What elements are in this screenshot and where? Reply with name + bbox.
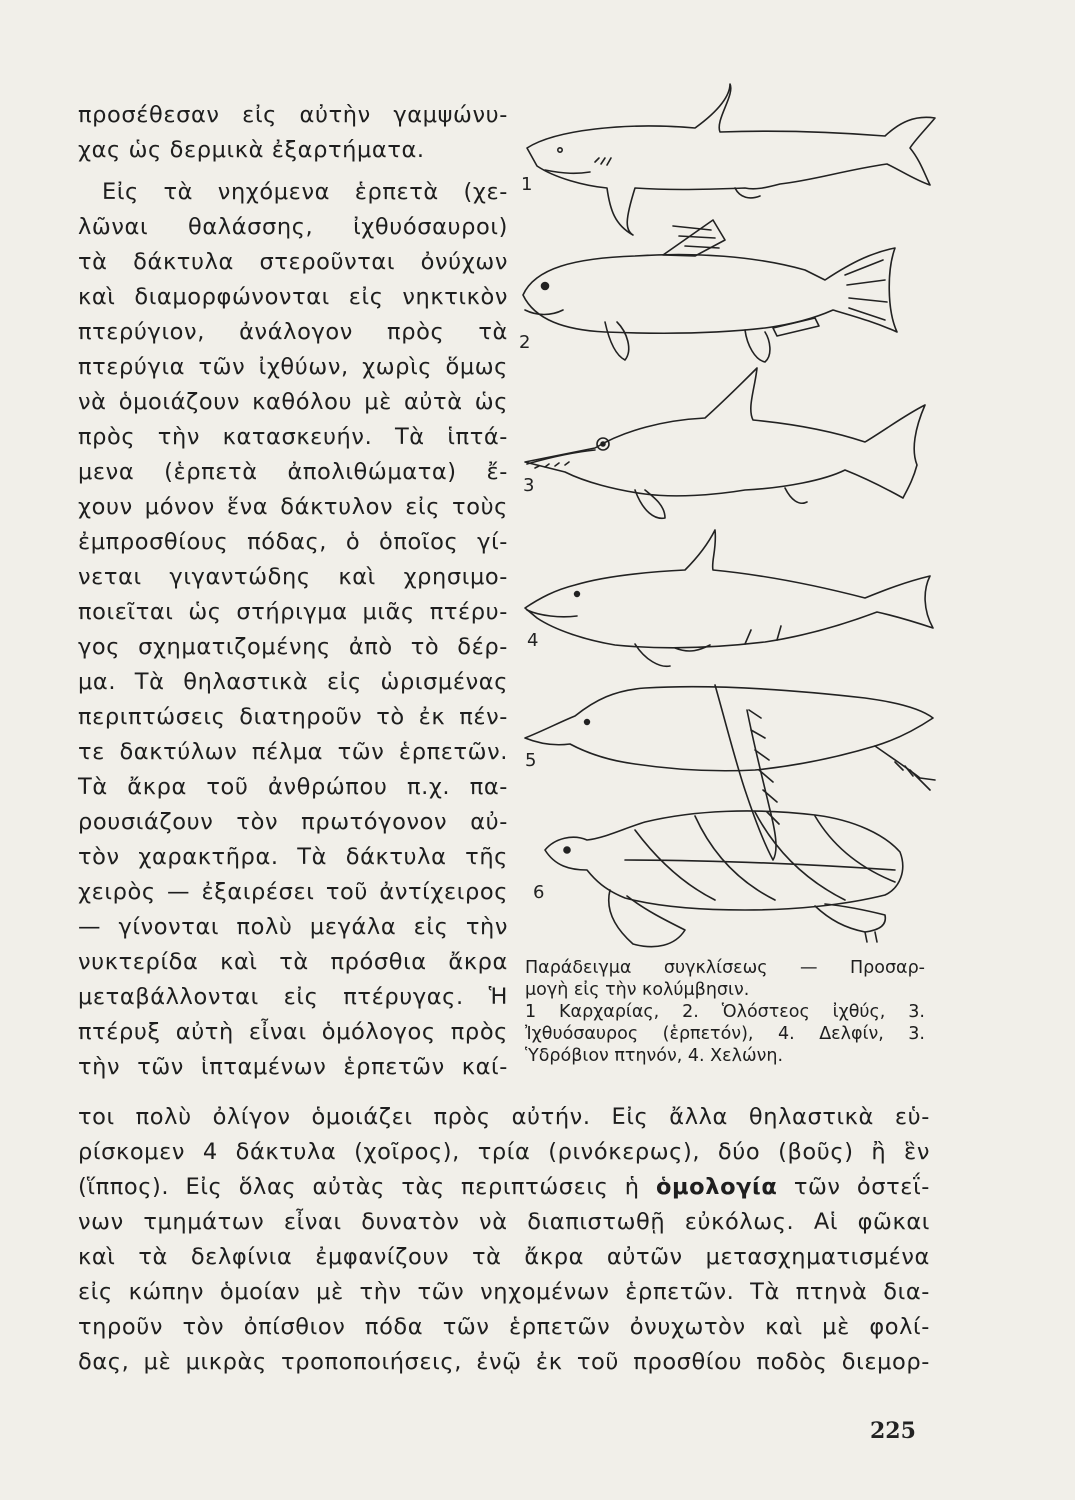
text-line: τὴν τῶν ἱπταμένων ἑρπετῶν καί-: [78, 1054, 508, 1080]
text-line: ρίσκομεν 4 δάκτυλα (χοῖρος), τρία (ρινόκερως), δύο (βοῦς) ἢ ἓν: [78, 1139, 930, 1165]
text-line: νεται γιγαντώδης καὶ χρησιμο-: [78, 564, 508, 590]
figure-number: 5: [525, 750, 537, 771]
text-line: ρουσιάζουν τὸν πρωτόγονον αὐ-: [78, 809, 508, 835]
text-line: χας ὡς δερμικὰ ἐξαρτήματα.: [78, 137, 425, 163]
emphasis-term: ὁμολογία: [655, 1174, 778, 1200]
figure-number: 1: [521, 174, 533, 195]
text-line: χουν μόνον ἕνα δάκτυλον εἰς τοὺς: [78, 494, 508, 520]
dolphin-drawing: [525, 530, 933, 666]
caption-line: Παράδειγμα συγκλίσεως — Προσαρ-: [525, 958, 925, 978]
text-segment: τῶν ὀστεΐ-: [793, 1174, 930, 1200]
text-line: καὶ διαμορφώνονται εἰς νηκτικὸν: [78, 284, 508, 310]
figure-number: 6: [533, 882, 545, 903]
page-number: 225: [870, 1418, 916, 1444]
caption-line: 1 Καρχαρίας, 2. Ὁλόστεος ἰχθύς, 3.: [525, 1002, 925, 1022]
turtle-drawing: [545, 811, 903, 947]
text-line: πρὸς τὴν κατασκευήν. Τὰ ἱπτά-: [78, 424, 508, 450]
text-line: — γίνονται πολὺ μεγάλα εἰς τὴν: [78, 914, 508, 940]
text-line: τοι πολὺ ὀλίγον ὁμοιάζει πρὸς αὐτήν. Εἰς ἄλλα θηλαστικὰ εὑ-: [78, 1104, 930, 1130]
text-line: δας, μὲ μικρὰς τροποποιήσεις, ἐνῷ ἐκ τοῦ προσθίου ποδὸς διεμορ-: [78, 1349, 930, 1375]
text-line: γος σχηματιζομένης ἀπὸ τὸ δέρ-: [78, 634, 508, 660]
text-line: νων τμημάτων εἶναι δυνατὸν νὰ διαπιστωθῇ εὐκόλως. Αἱ φῶκαι: [78, 1209, 930, 1235]
figure-number: 4: [527, 630, 539, 651]
caption-line: Ἰχθυόσαυρος (ἑρπετόν), 4. Δελφίν, 3.: [525, 1024, 925, 1044]
text-line: πτερύγια τῶν ἰχθύων, χωρὶς ὅμως: [78, 354, 508, 380]
figure-number: 3: [523, 475, 535, 496]
text-line: ἐμπροσθίους πόδας, ὁ ὁποῖος γί-: [78, 529, 508, 555]
text-line: τηροῦν τὸν ὀπίσθιον πόδα τῶν ἑρπετῶν ὀνυχωτὸν καὶ μὲ φολί-: [78, 1314, 930, 1340]
text-line: [78, 1170, 930, 1205]
text-segment: (ἵππος). Εἰς ὅλας αὐτὰς τὰς περιπτώσεις ἡ: [78, 1174, 640, 1200]
shark-drawing: [527, 84, 935, 235]
figure-caption: [525, 957, 925, 1067]
convergence-figure: [515, 70, 955, 970]
text-line: μεταβάλλονται εἰς πτέρυγας. Ἡ: [78, 984, 508, 1010]
text-line: πτέρυξ αὐτὴ εἶναι ὁμόλογος πρὸς: [78, 1019, 508, 1045]
text-line: λῶναι θαλάσσης, ἰχθυόσαυροι): [78, 214, 508, 240]
text-line: νὰ ὁμοιάζουν καθόλου μὲ αὐτὰ ὡς: [78, 389, 508, 415]
text-line: πτερύγιον, ἀνάλογον πρὸς τὰ: [78, 319, 508, 345]
text-line: καὶ τὰ δελφίνια ἐμφανίζουν τὰ ἄκρα αὐτῶν μετασχηματισμένα: [78, 1244, 930, 1270]
aquatic-bird-drawing: [525, 685, 935, 860]
text-line: Εἰς τὰ νηχόμενα ἑρπετὰ (χε-: [102, 179, 508, 205]
caption-line: Ὑδρόβιον πτηνόν, 4. Χελώνη.: [525, 1046, 784, 1066]
text-line: νυκτερίδα καὶ τὰ πρόσθια ἄκρα: [78, 949, 508, 975]
text-line: τὸν χαρακτῆρα. Τὰ δάκτυλα τῆς: [78, 844, 508, 870]
text-line: μενα (ἑρπετὰ ἀπολιθώματα) ἔ-: [78, 459, 508, 485]
text-line: τὰ δάκτυλα στεροῦνται ὀνύχων: [78, 249, 508, 275]
text-line: τε δακτύλων πέλμα τῶν ἑρπετῶν.: [78, 739, 508, 765]
holostean-fish-drawing: [523, 220, 897, 362]
text-line: προσέθεσαν εἰς αὐτὴν γαμψώνυ-: [78, 102, 508, 128]
text-line: χειρὸς — ἐξαιρέσει τοῦ ἀντίχειρος: [78, 879, 508, 905]
text-line: Τὰ ἄκρα τοῦ ἀνθρώπου π.χ. πα-: [78, 774, 508, 800]
text-line: εἰς κώπην ὁμοίαν μὲ τὴν τῶν νηχομένων ἑρπετῶν. Τὰ πτηνὰ δια-: [78, 1279, 930, 1305]
text-line: μα. Τὰ θηλαστικὰ εἰς ὡρισμένας: [78, 669, 508, 695]
caption-line: μογὴ εἰς τὴν κολύμβησιν.: [525, 980, 750, 1000]
text-line: περιπτώσεις διατηροῦν τὸ ἐκ πέν-: [78, 704, 508, 730]
ichthyosaur-drawing: [525, 368, 925, 518]
text-line: ποιεῖται ὡς στήριγμα μιᾶς πτέρυ-: [78, 599, 508, 625]
figure-number: 2: [519, 332, 531, 353]
